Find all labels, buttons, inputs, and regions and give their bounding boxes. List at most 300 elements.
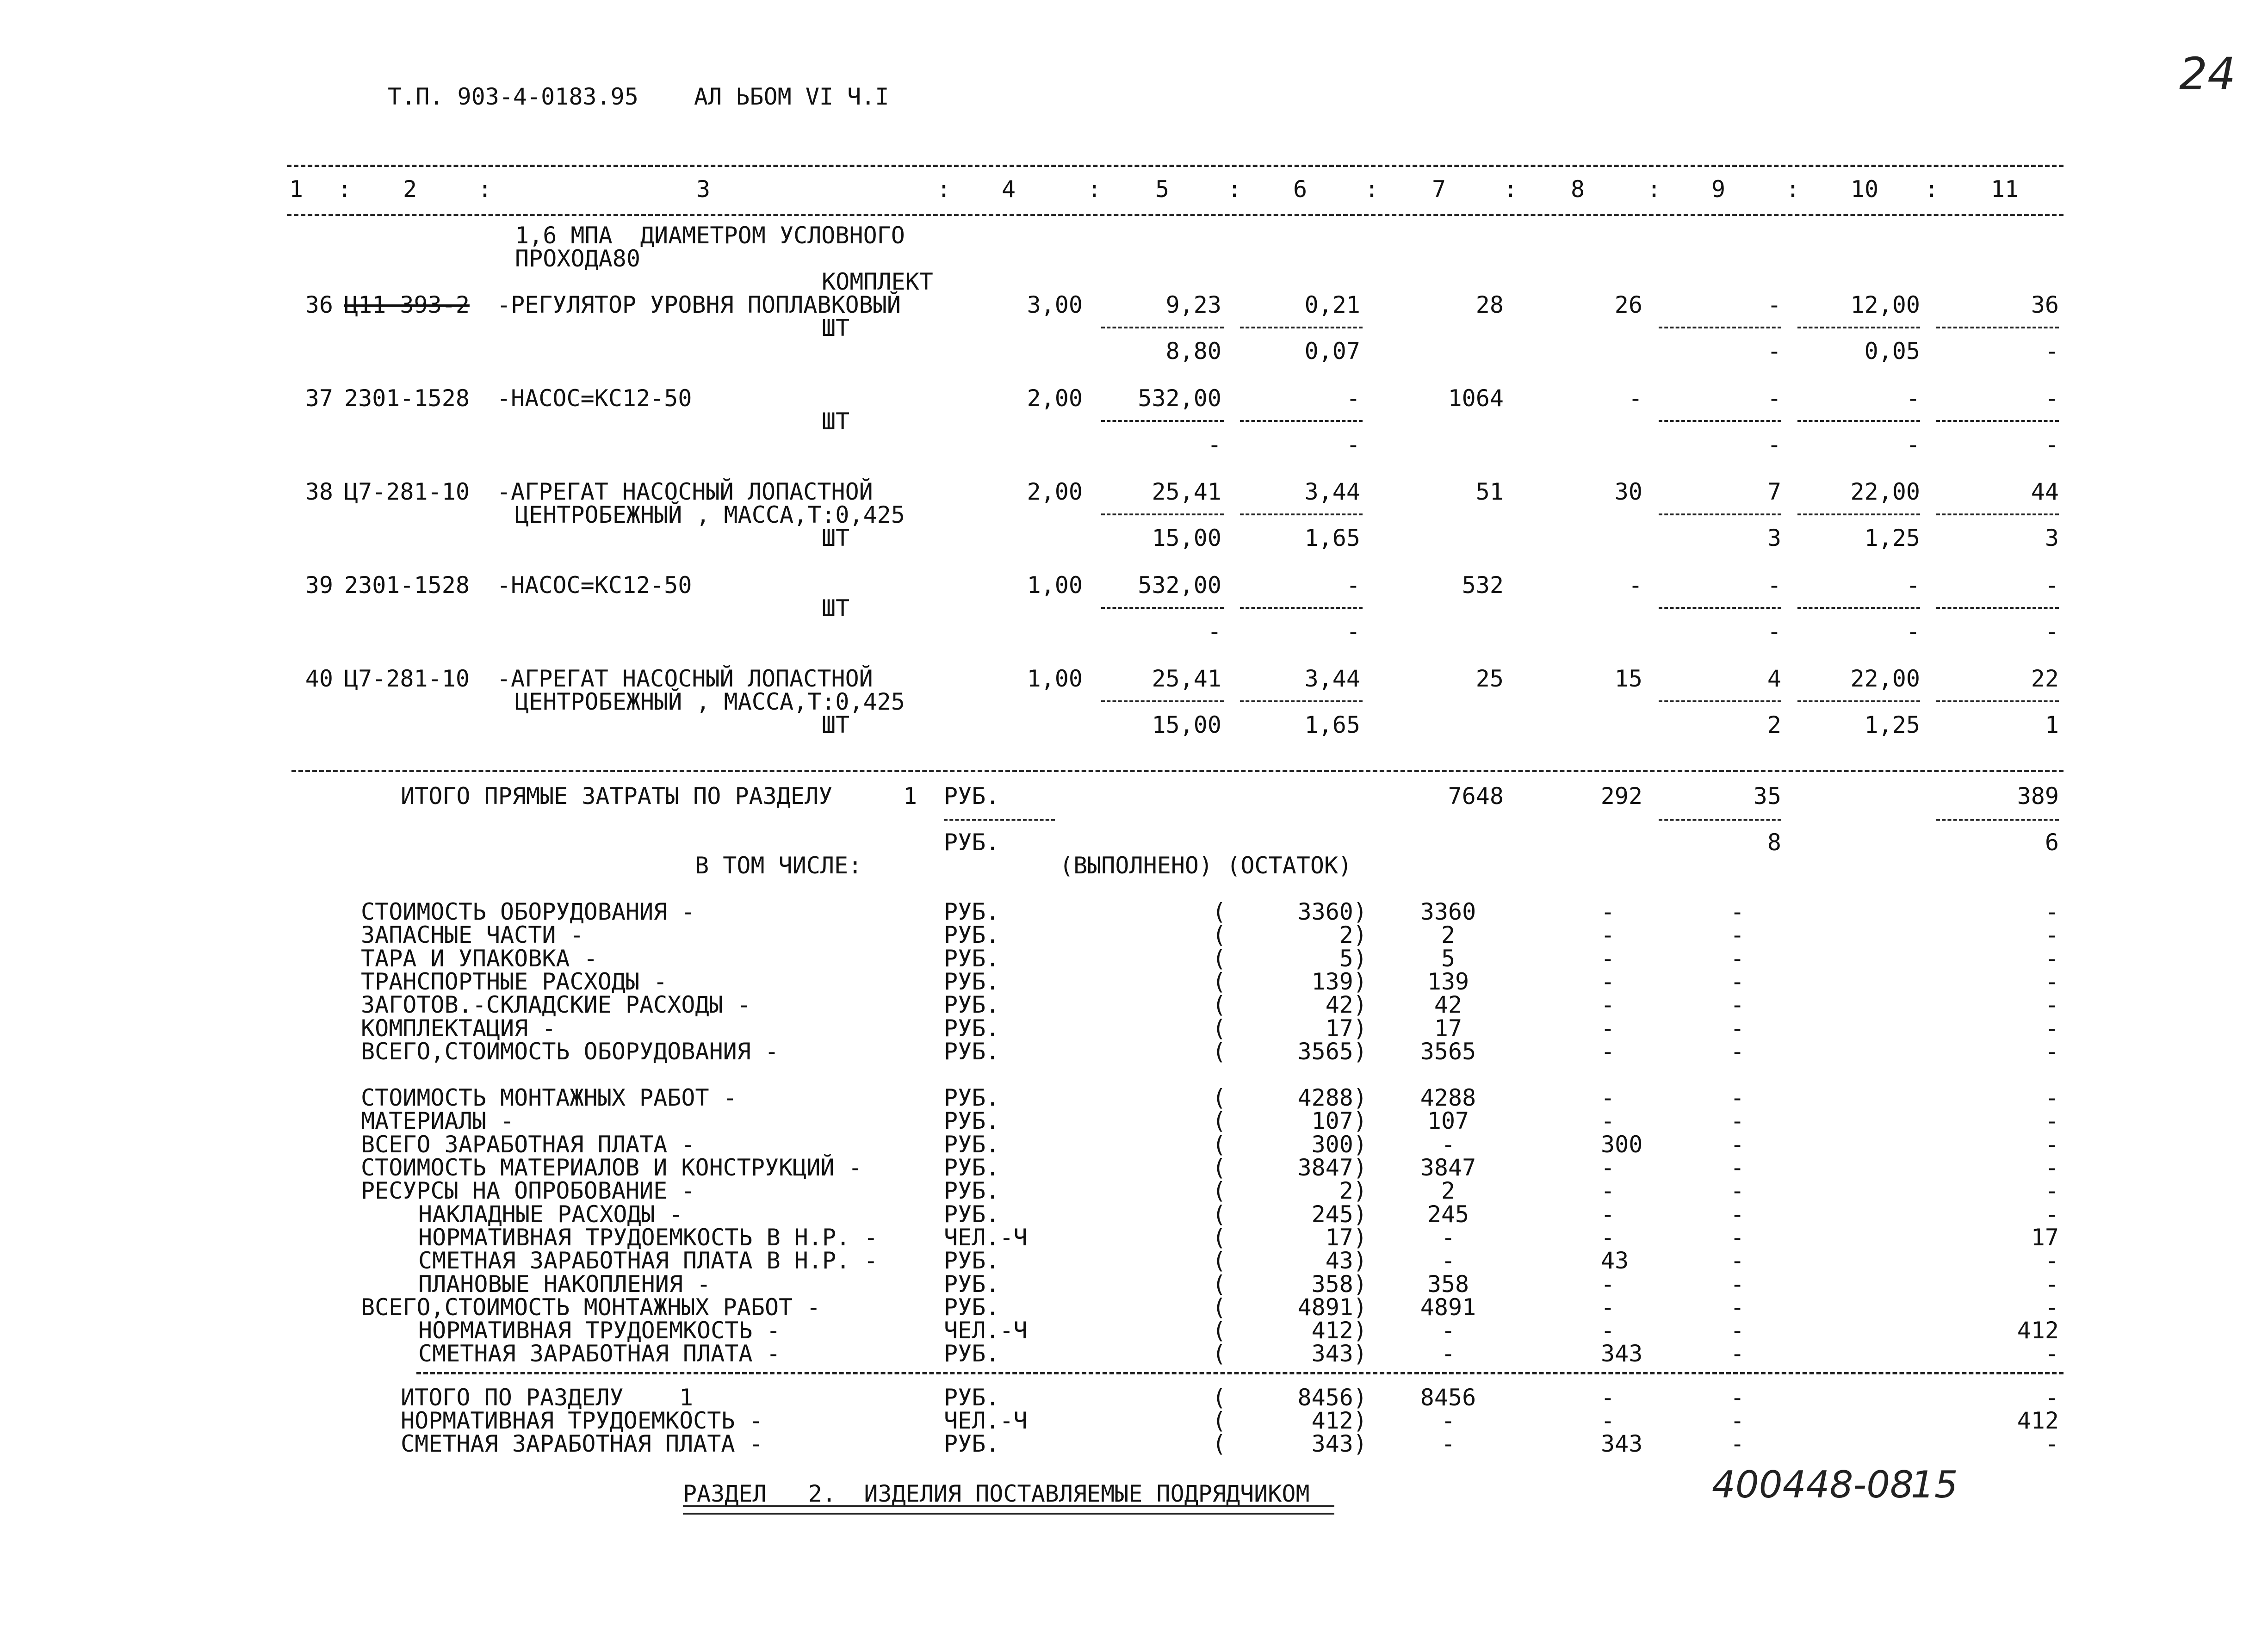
summary-open-paren: (: [1212, 1224, 1227, 1251]
item-c10-lower: -: [1906, 618, 1920, 645]
item-unit: ШТ: [822, 408, 850, 435]
summary-c11: -: [2045, 1270, 2059, 1298]
summary-c9: -: [1730, 1084, 1745, 1112]
item-c6-lower: 1,65: [1304, 711, 1360, 738]
summary-c11: -: [2045, 1200, 2059, 1228]
item-c6-lower: -: [1346, 618, 1360, 645]
summary-done: 2): [1339, 1177, 1367, 1205]
summary-c11: -: [2045, 1084, 2059, 1112]
summary-c8: -: [1601, 1107, 1615, 1135]
summary-label: ТРАНСПОРТНЫЕ РАСХОДЫ -: [361, 968, 668, 995]
summary-c8: -: [1601, 922, 1615, 949]
item-c9-lower: -: [1767, 431, 1781, 458]
section-total-c11: 412: [2017, 1407, 2059, 1434]
summary-label: ВСЕГО,СТОИМОСТЬ ОБОРУДОВАНИЯ -: [361, 1038, 779, 1065]
summary-open-paren: (: [1212, 1293, 1227, 1321]
summary-open-paren: (: [1212, 1340, 1227, 1367]
summary-unit: РУБ.: [944, 1293, 1000, 1321]
item-number: 40: [305, 665, 333, 692]
column-separator: :: [1925, 176, 1939, 203]
item-c9-lower: -: [1767, 618, 1781, 645]
item-c10: 22,00: [1850, 665, 1920, 692]
summary-c7: 4891: [1420, 1293, 1476, 1321]
column-header-4: 4: [1001, 176, 1016, 203]
item-c10-lower: 0,05: [1864, 338, 1920, 365]
summary-unit: РУБ.: [944, 1107, 1000, 1135]
summary-c9: -: [1730, 922, 1745, 949]
column-separator: :: [478, 176, 492, 203]
section-total-c7: 8456: [1420, 1384, 1476, 1411]
summary-c9: -: [1730, 1224, 1745, 1251]
item-name: -АГРЕГАТ НАСОСНЫЙ ЛОПАСТНОЙ: [497, 478, 873, 505]
summary-done: 17): [1325, 1224, 1367, 1251]
summary-c9: -: [1730, 898, 1745, 925]
summary-open-paren: (: [1212, 1107, 1227, 1135]
item-c5-lower: -: [1207, 618, 1221, 645]
summary-label: ЗАГОТОВ.-СКЛАДСКИЕ РАСХОДЫ -: [361, 991, 751, 1019]
summary-c9: -: [1730, 1177, 1745, 1205]
item-code: 2301-1528: [344, 385, 470, 412]
summary-unit: ЧЕЛ.-Ч: [944, 1224, 1028, 1251]
summary-c11: -: [2045, 1293, 2059, 1321]
section-total-open-paren: (: [1212, 1430, 1227, 1457]
summary-unit: РУБ.: [944, 1014, 1000, 1042]
item-unit-komplekt: КОМПЛЕКТ: [822, 268, 933, 295]
item-unit: ШТ: [822, 315, 850, 341]
item-rule: [1101, 700, 1224, 702]
section-total-label: СМЕТНАЯ ЗАРАБОТНАЯ ПЛАТА -: [401, 1430, 763, 1457]
summary-done: 4288): [1297, 1084, 1367, 1112]
totals-c9b: 8: [1767, 829, 1781, 856]
section-total-c9: -: [1730, 1384, 1745, 1411]
summary-c11: -: [2045, 1340, 2059, 1367]
item-c9: -: [1767, 291, 1781, 318]
item-quantity: 2,00: [1027, 385, 1083, 412]
item-c5: 25,41: [1152, 478, 1221, 505]
item-c11: -: [2045, 572, 2059, 599]
section-total-c8: 343: [1601, 1430, 1643, 1457]
summary-c7: 2: [1441, 1177, 1456, 1205]
summary-c9: -: [1730, 1038, 1745, 1065]
summary-unit: РУБ.: [944, 1200, 1000, 1228]
item-c10: 12,00: [1850, 291, 1920, 318]
item-rule: [1659, 700, 1781, 702]
item-rule: [1936, 327, 2059, 328]
summary-c9: -: [1730, 1107, 1745, 1135]
summary-c8: -: [1601, 1293, 1615, 1321]
item-c6: -: [1346, 385, 1360, 412]
summary-open-paren: (: [1212, 1270, 1227, 1298]
section-total-c9: -: [1730, 1430, 1745, 1457]
summary-label: МАТЕРИАЛЫ -: [361, 1107, 514, 1135]
item-number: 38: [305, 478, 333, 505]
item-rule: [1797, 607, 1920, 609]
item-c8: -: [1628, 385, 1642, 412]
summary-label: СТОИМОСТЬ МОНТАЖНЫХ РАБОТ -: [361, 1084, 737, 1112]
item-rule: [1659, 513, 1781, 515]
summary-label: ТАРА И УПАКОВКА -: [361, 945, 598, 972]
summary-c7: 4288: [1420, 1084, 1476, 1112]
item-c7: 532: [1462, 572, 1504, 599]
column-separator: :: [1227, 176, 1242, 203]
section-total-label: НОРМАТИВНАЯ ТРУДОЕМКОСТЬ -: [401, 1407, 763, 1434]
section-total-done: 412): [1311, 1407, 1367, 1434]
summary-c7: 17: [1434, 1014, 1462, 1042]
section-2-underline: [683, 1505, 1334, 1515]
item-unit: ШТ: [822, 595, 850, 622]
summary-c7: 3360: [1420, 898, 1476, 925]
section-total-done: 343): [1311, 1430, 1367, 1457]
item-continuation-line2: ПРОХОДА80: [515, 245, 640, 272]
item-continuation-line1: 1,6 МПА ДИАМЕТРОМ УСЛОВНОГО: [515, 222, 905, 249]
item-name: -РЕГУЛЯТОР УРОВНЯ ПОПЛАВКОВЫЙ: [497, 291, 901, 318]
summary-c9: -: [1730, 1014, 1745, 1042]
item-c10-lower: -: [1906, 431, 1920, 458]
summary-c11: -: [2045, 1038, 2059, 1065]
column-header-8: 8: [1570, 176, 1585, 203]
summary-done: 3847): [1297, 1154, 1367, 1181]
summary-unit: РУБ.: [944, 1270, 1000, 1298]
item-c6: 3,44: [1304, 478, 1360, 505]
summary-done: 412): [1311, 1317, 1367, 1344]
summary-c7: -: [1441, 1247, 1456, 1274]
summary-c11: -: [2045, 1247, 2059, 1274]
summary-c7: 3847: [1420, 1154, 1476, 1181]
item-c5-lower: 8,80: [1165, 338, 1221, 365]
summary-done: 343): [1311, 1340, 1367, 1367]
table-header-rule: [287, 214, 2064, 216]
item-c11-lower: -: [2045, 618, 2059, 645]
summary-c8: -: [1601, 1084, 1615, 1112]
item-rule: [1240, 607, 1363, 609]
summary-c11: -: [2045, 1107, 2059, 1135]
item-c11: -: [2045, 385, 2059, 412]
item-rule: [1659, 607, 1781, 609]
summary-c7: 5: [1441, 945, 1456, 972]
item-c11: 44: [2031, 478, 2059, 505]
summary-c8: -: [1601, 1154, 1615, 1181]
item-c5: 532,00: [1138, 385, 1221, 412]
column-separator: :: [1365, 176, 1379, 203]
item-name: -АГРЕГАТ НАСОСНЫЙ ЛОПАСТНОЙ: [497, 665, 873, 692]
item-code: Ц7-281-10: [344, 478, 470, 505]
item-rule: [1797, 327, 1920, 328]
item-name: -НАСОС=КС12-50: [497, 385, 692, 412]
item-quantity: 1,00: [1027, 572, 1083, 599]
summary-open-paren: (: [1212, 1014, 1227, 1042]
item-code: Ц7-281-10: [344, 665, 470, 692]
summary-done: 139): [1311, 968, 1367, 995]
summary-unit: РУБ.: [944, 968, 1000, 995]
summary-c8: -: [1601, 1038, 1615, 1065]
summary-c7: 139: [1427, 968, 1469, 995]
item-c6-lower: 1,65: [1304, 525, 1360, 551]
section-total-done: 8456): [1297, 1384, 1367, 1411]
item-c11: 36: [2031, 291, 2059, 318]
summary-unit: РУБ.: [944, 898, 1000, 925]
album-label: АЛ ЬБОМ VI Ч.I: [694, 83, 889, 110]
item-c11: 22: [2031, 665, 2059, 692]
summary-c7: 107: [1427, 1107, 1469, 1135]
section-total-c11: -: [2045, 1384, 2059, 1411]
section-total-c8: -: [1601, 1384, 1615, 1411]
summary-open-paren: (: [1212, 1131, 1227, 1158]
item-name: -НАСОС=КС12-50: [497, 572, 692, 599]
done-remainder-label: (ВЫПОЛНЕНО) (ОСТАТОК): [1060, 852, 1352, 879]
item-rule: [1659, 327, 1781, 328]
summary-c11: 17: [2031, 1224, 2059, 1251]
summary-open-paren: (: [1212, 1317, 1227, 1344]
item-c9-lower: -: [1767, 338, 1781, 365]
item-rule: [1936, 513, 2059, 515]
totals-label: ИТОГО ПРЯМЫЕ ЗАТРАТЫ ПО РАЗДЕЛУ: [401, 783, 833, 810]
item-c6-lower: -: [1346, 431, 1360, 458]
section-total-unit: РУБ.: [944, 1384, 1000, 1411]
summary-c9: -: [1730, 1247, 1745, 1274]
summary-c9: -: [1730, 968, 1745, 995]
summary-c11: 412: [2017, 1317, 2059, 1344]
item-rule: [1936, 420, 2059, 422]
summary-done: 245): [1311, 1200, 1367, 1228]
summary-c11: -: [2045, 1177, 2059, 1205]
summary-c11: -: [2045, 898, 2059, 925]
summary-label: ПЛАНОВЫЕ НАКОПЛЕНИЯ -: [418, 1270, 711, 1298]
summary-c9: -: [1730, 1131, 1745, 1158]
item-c6: 3,44: [1304, 665, 1360, 692]
totals-c7: 7648: [1448, 783, 1504, 810]
summary-c9: -: [1730, 945, 1745, 972]
summary-open-paren: (: [1212, 1247, 1227, 1274]
section-total-open-paren: (: [1212, 1407, 1227, 1434]
summary-open-paren: (: [1212, 945, 1227, 972]
item-unit: ШТ: [822, 525, 850, 551]
summary-c9: -: [1730, 1270, 1745, 1298]
section-total-c7: -: [1441, 1430, 1456, 1457]
summary-c9: -: [1730, 1317, 1745, 1344]
summary-c11: -: [2045, 1131, 2059, 1158]
section-2-title: РАЗДЕЛ 2. ИЗДЕЛИЯ ПОСТАВЛЯЕМЫЕ ПОДРЯДЧИКОМ: [683, 1480, 1310, 1507]
summary-unit: РУБ.: [944, 945, 1000, 972]
column-header-11: 11: [1990, 176, 2019, 203]
column-header-5: 5: [1155, 176, 1170, 203]
item-rule: [1797, 420, 1920, 422]
section-total-unit: РУБ.: [944, 1430, 1000, 1457]
column-header-7: 7: [1431, 176, 1446, 203]
totals-section-no: 1: [903, 783, 917, 810]
totals-c9-rule: [1659, 819, 1781, 821]
summary-label: СТОИМОСТЬ ОБОРУДОВАНИЯ -: [361, 898, 695, 925]
summary-c8: -: [1601, 1177, 1615, 1205]
totals-c8: 292: [1600, 783, 1642, 810]
section-total-c11: -: [2045, 1430, 2059, 1457]
summary-done: 4891): [1297, 1293, 1367, 1321]
item-c8: 30: [1614, 478, 1642, 505]
summary-label: СМЕТНАЯ ЗАРАБОТНАЯ ПЛАТА -: [418, 1340, 781, 1367]
summary-open-paren: (: [1212, 922, 1227, 949]
item-c11-lower: 3: [2045, 525, 2059, 551]
item-rule: [1936, 607, 2059, 609]
section-total-c9: -: [1730, 1407, 1745, 1434]
item-c7: 51: [1475, 478, 1504, 505]
summary-unit: РУБ.: [944, 1131, 1000, 1158]
section-totals-rule: [416, 1372, 2064, 1374]
item-number: 37: [305, 385, 333, 412]
column-header-2: 2: [403, 176, 417, 203]
item-rule: [1101, 607, 1224, 609]
summary-done: 42): [1325, 991, 1367, 1019]
summary-label: ВСЕГО ЗАРАБОТНАЯ ПЛАТА -: [361, 1131, 695, 1158]
summary-c11: -: [2045, 1014, 2059, 1042]
summary-unit: РУБ.: [944, 1084, 1000, 1112]
summary-unit: ЧЕЛ.-Ч: [944, 1317, 1028, 1344]
item-name-line2: ЦЕНТРОБЕЖНЫЙ , МАССА,Т:0,425: [515, 688, 905, 715]
summary-c7: -: [1441, 1131, 1456, 1158]
item-c7: 1064: [1448, 385, 1504, 412]
item-c6: -: [1346, 572, 1360, 599]
item-c9: 4: [1767, 665, 1781, 692]
summary-c11: -: [2045, 922, 2059, 949]
column-separator: :: [1786, 176, 1800, 203]
summary-c8: -: [1601, 991, 1615, 1019]
summary-c9: -: [1730, 1200, 1745, 1228]
summary-done: 3565): [1297, 1038, 1367, 1065]
summary-label: РЕСУРСЫ НА ОПРОБОВАНИЕ -: [361, 1177, 695, 1205]
summary-c11: -: [2045, 968, 2059, 995]
summary-c7: -: [1441, 1317, 1456, 1344]
summary-c8: -: [1601, 1224, 1615, 1251]
summary-c8: -: [1601, 1200, 1615, 1228]
summary-open-paren: (: [1212, 1038, 1227, 1065]
item-c7: 28: [1475, 291, 1504, 318]
item-unit: ШТ: [822, 711, 850, 738]
item-number: 39: [305, 572, 333, 599]
summary-c8: 343: [1601, 1340, 1643, 1367]
item-rule: [1240, 327, 1363, 328]
item-c8: -: [1628, 572, 1642, 599]
summary-done: 300): [1311, 1131, 1367, 1158]
summary-unit: РУБ.: [944, 1177, 1000, 1205]
totals-c11b: 6: [2045, 829, 2059, 856]
summary-label: НОРМАТИВНАЯ ТРУДОЕМКОСТЬ В Н.Р. -: [418, 1224, 878, 1251]
summary-done: 107): [1311, 1107, 1367, 1135]
summary-done: 358): [1311, 1270, 1367, 1298]
totals-c11-rule: [1936, 819, 2059, 821]
item-c5-lower: -: [1207, 431, 1221, 458]
item-rule: [1101, 420, 1224, 422]
summary-unit: РУБ.: [944, 1154, 1000, 1181]
item-c7: 25: [1475, 665, 1504, 692]
summary-done: 2): [1339, 922, 1367, 949]
summary-c9: -: [1730, 991, 1745, 1019]
item-rule: [1240, 513, 1363, 515]
section-total-label: ИТОГО ПО РАЗДЕЛУ 1: [401, 1384, 694, 1411]
column-header-10: 10: [1850, 176, 1879, 203]
summary-label: СТОИМОСТЬ МАТЕРИАЛОВ И КОНСТРУКЦИЙ -: [361, 1154, 862, 1181]
doc-code: Т.П. 903-4-0183.95: [388, 83, 638, 110]
summary-open-paren: (: [1212, 968, 1227, 995]
totals-unit2: РУБ.: [944, 829, 1000, 856]
summary-c7: -: [1441, 1224, 1456, 1251]
summary-done: 43): [1325, 1247, 1367, 1274]
item-rule: [1240, 420, 1363, 422]
summary-c11: -: [2045, 991, 2059, 1019]
item-c10-lower: 1,25: [1864, 711, 1920, 738]
summary-done: 3360): [1297, 898, 1367, 925]
column-separator: :: [1504, 176, 1518, 203]
section-total-unit: ЧЕЛ.-Ч: [944, 1407, 1028, 1434]
item-quantity: 3,00: [1027, 291, 1083, 318]
column-separator: :: [1647, 176, 1661, 203]
item-c6-lower: 0,07: [1304, 338, 1360, 365]
summary-label: СМЕТНАЯ ЗАРАБОТНАЯ ПЛАТА В Н.Р. -: [418, 1247, 878, 1274]
item-c10-lower: 1,25: [1864, 525, 1920, 551]
summary-c7: -: [1441, 1340, 1456, 1367]
column-header-9: 9: [1711, 176, 1726, 203]
item-rule: [1659, 420, 1781, 422]
summary-label: ВСЕГО,СТОИМОСТЬ МОНТАЖНЫХ РАБОТ -: [361, 1293, 821, 1321]
summary-open-paren: (: [1212, 991, 1227, 1019]
item-rule: [1240, 700, 1363, 702]
totals-c9: 35: [1753, 783, 1781, 810]
summary-unit: РУБ.: [944, 1340, 1000, 1367]
summary-label: НОРМАТИВНАЯ ТРУДОЕМКОСТЬ -: [418, 1317, 781, 1344]
item-rule: [1101, 513, 1224, 515]
summary-done: 5): [1339, 945, 1367, 972]
item-code: Ц11 393-2: [344, 291, 470, 318]
summary-c7: 42: [1434, 991, 1462, 1019]
column-header-3: 3: [696, 176, 711, 203]
item-c5: 532,00: [1138, 572, 1221, 599]
item-rule: [1101, 327, 1224, 328]
summary-open-paren: (: [1212, 1177, 1227, 1205]
summary-done: 17): [1325, 1014, 1367, 1042]
item-c9: -: [1767, 572, 1781, 599]
summary-c8: -: [1601, 1317, 1615, 1344]
item-name-line2: ЦЕНТРОБЕЖНЫЙ , МАССА,Т:0,425: [515, 501, 905, 528]
summary-label: КОМПЛЕКТАЦИЯ -: [361, 1014, 556, 1042]
totals-c11: 389: [2017, 783, 2059, 810]
item-c8: 26: [1614, 291, 1642, 318]
summary-unit: РУБ.: [944, 922, 1000, 949]
totals-unit-rule: [944, 819, 1055, 821]
summary-unit: РУБ.: [944, 991, 1000, 1019]
item-c9: 7: [1767, 478, 1781, 505]
summary-c9: -: [1730, 1340, 1745, 1367]
summary-c9: -: [1730, 1293, 1745, 1321]
totals-rule: [291, 770, 2064, 772]
section-total-open-paren: (: [1212, 1384, 1227, 1411]
column-header-6: 6: [1293, 176, 1308, 203]
summary-label: НАКЛАДНЫЕ РАСХОДЫ -: [418, 1200, 683, 1228]
summary-c8: -: [1601, 898, 1615, 925]
summary-c8: -: [1601, 1014, 1615, 1042]
item-rule: [1797, 513, 1920, 515]
summary-c8: 43: [1601, 1247, 1629, 1274]
stamp-page: 15: [1911, 1463, 1958, 1506]
item-quantity: 2,00: [1027, 478, 1083, 505]
item-c9-lower: 2: [1767, 711, 1781, 738]
item-rule: [1936, 700, 2059, 702]
item-c10: 22,00: [1850, 478, 1920, 505]
summary-open-paren: (: [1212, 1154, 1227, 1181]
item-c9: -: [1767, 385, 1781, 412]
item-c5: 25,41: [1152, 665, 1221, 692]
summary-c8: -: [1601, 1270, 1615, 1298]
item-c11-lower: -: [2045, 338, 2059, 365]
section-total-c7: -: [1441, 1407, 1456, 1434]
column-separator: :: [338, 176, 352, 203]
summary-c7: 358: [1427, 1270, 1469, 1298]
